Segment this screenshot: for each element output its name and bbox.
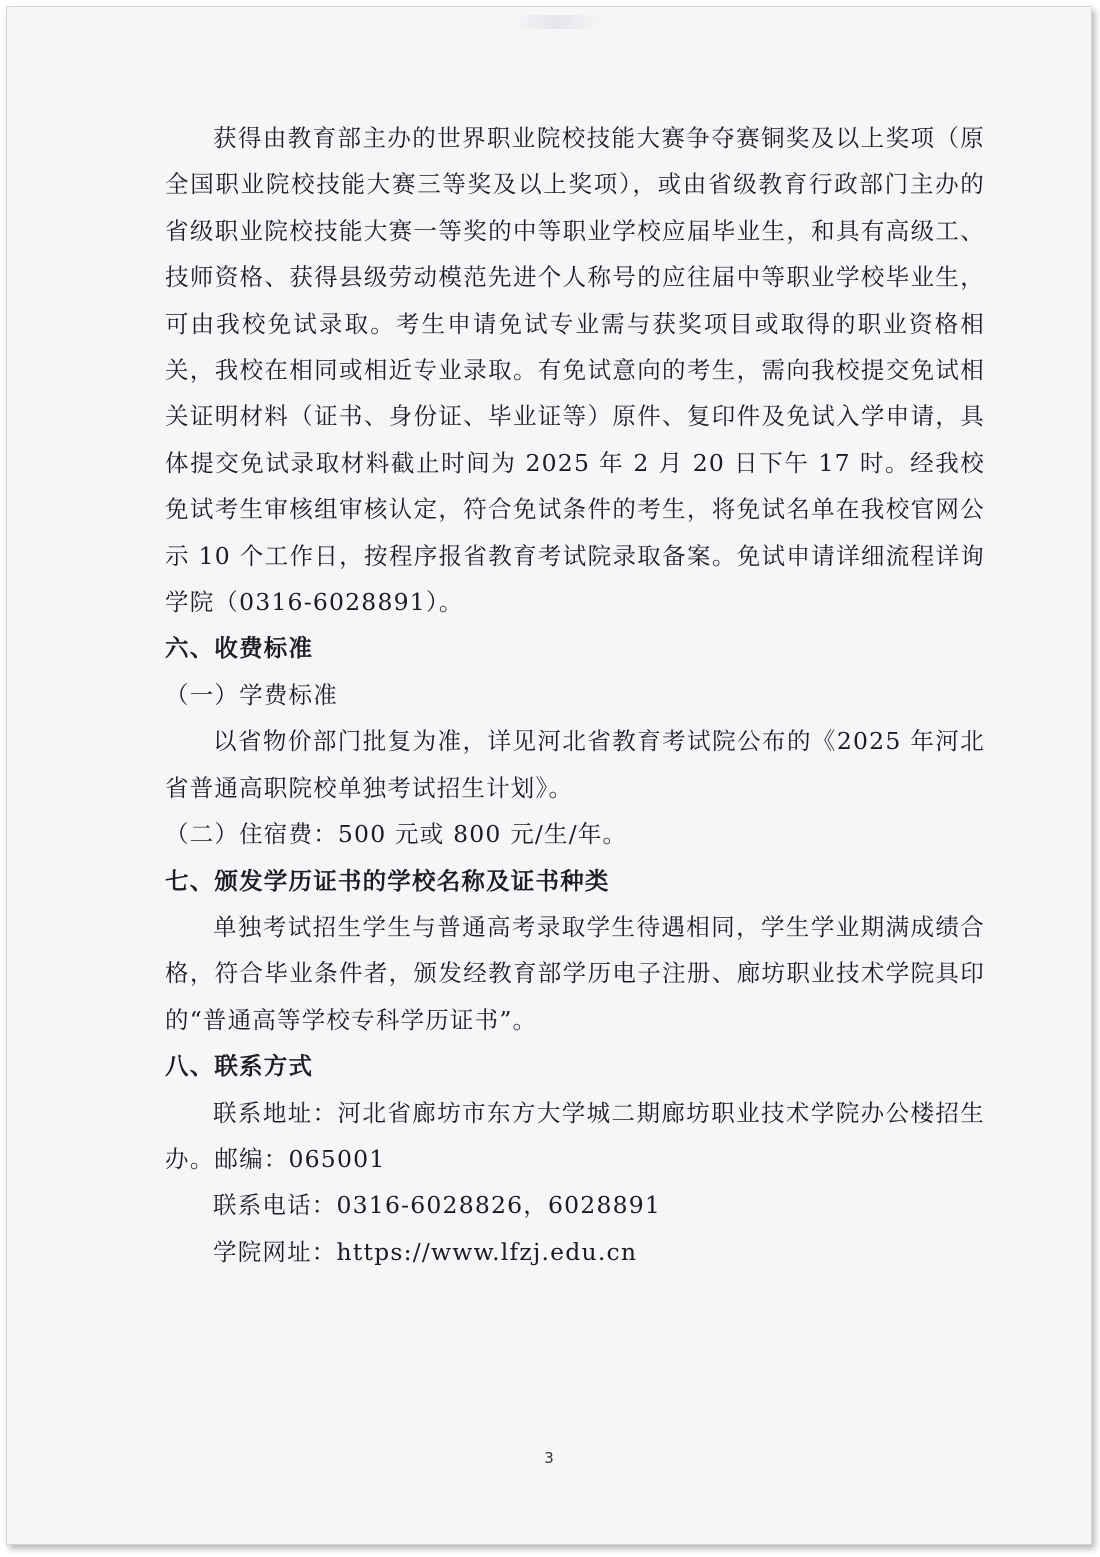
contact-website: 学院网址：https://www.lfzj.edu.cn bbox=[213, 1237, 638, 1266]
exemption-paragraph: 获得由教育部主办的世界职业院校技能大赛争夺赛铜奖及以上奖项（原全国职业院校技能大赛三等奖及以上奖项），或由省级教育行政部门主办的省级职业院校技能大赛一等奖的中等职业学校应届毕业生，和具有高级工、技师资格、获得县级劳动模范先进个人称号的应往届中等职业学校毕业生，可由我校免试录取。考生申请免试专业需与获奖项目或取得的职业资格相关，我校在相同或相近专业录取。有免试意向的考生，需向我校提交免试相关证明材料（证书、身份证、毕业证等）原件、复印件及免试入学申请，具体提交免试录取材料截止时间为 2025 年 2 月 20 日下午 17 时。经我校免试考生审核组审核认定，符合免试条件的考生，将免试名单在我校官网公示 10 个工作日，按程序报省教育考试院录取备案。免试申请详细流程详询学院（0316-6028891）。 bbox=[165, 124, 985, 617]
tuition-paragraph: 以省物价部门批复为准，详见河北省教育考试院公布的《2025 年河北省普通高职院校单独考试招生计划》。 bbox=[165, 727, 985, 802]
section-heading-contact: 八、联系方式 bbox=[165, 1052, 314, 1081]
contact-address: 联系地址：河北省廊坊市东方大学城二期廊坊职业技术学院办公楼招生办。邮编：065001 bbox=[165, 1098, 985, 1173]
section-heading-certificate: 七、颁发学历证书的学校名称及证书种类 bbox=[165, 866, 610, 895]
tuition-subheading: （一）学费标准 bbox=[165, 680, 338, 709]
dorm-fee-line: （二）住宿费：500 元或 800 元/生/年。 bbox=[165, 820, 628, 849]
bleed-through-mark bbox=[513, 15, 601, 29]
document-body bbox=[165, 115, 985, 1275]
section-heading-fees: 六、收费标准 bbox=[165, 634, 314, 663]
contact-phone: 联系电话：0316-6028826，6028891 bbox=[213, 1191, 662, 1220]
page-number: 3 bbox=[544, 1449, 554, 1467]
certificate-paragraph: 单独考试招生学生与普通高考录取学生待遇相同，学生学业期满成绩合格，符合毕业条件者，颁发经教育部学历电子注册、廊坊职业技术学院具印的“普通高等学校专科学历证书”。 bbox=[165, 912, 985, 1034]
document-page bbox=[6, 6, 1092, 1545]
